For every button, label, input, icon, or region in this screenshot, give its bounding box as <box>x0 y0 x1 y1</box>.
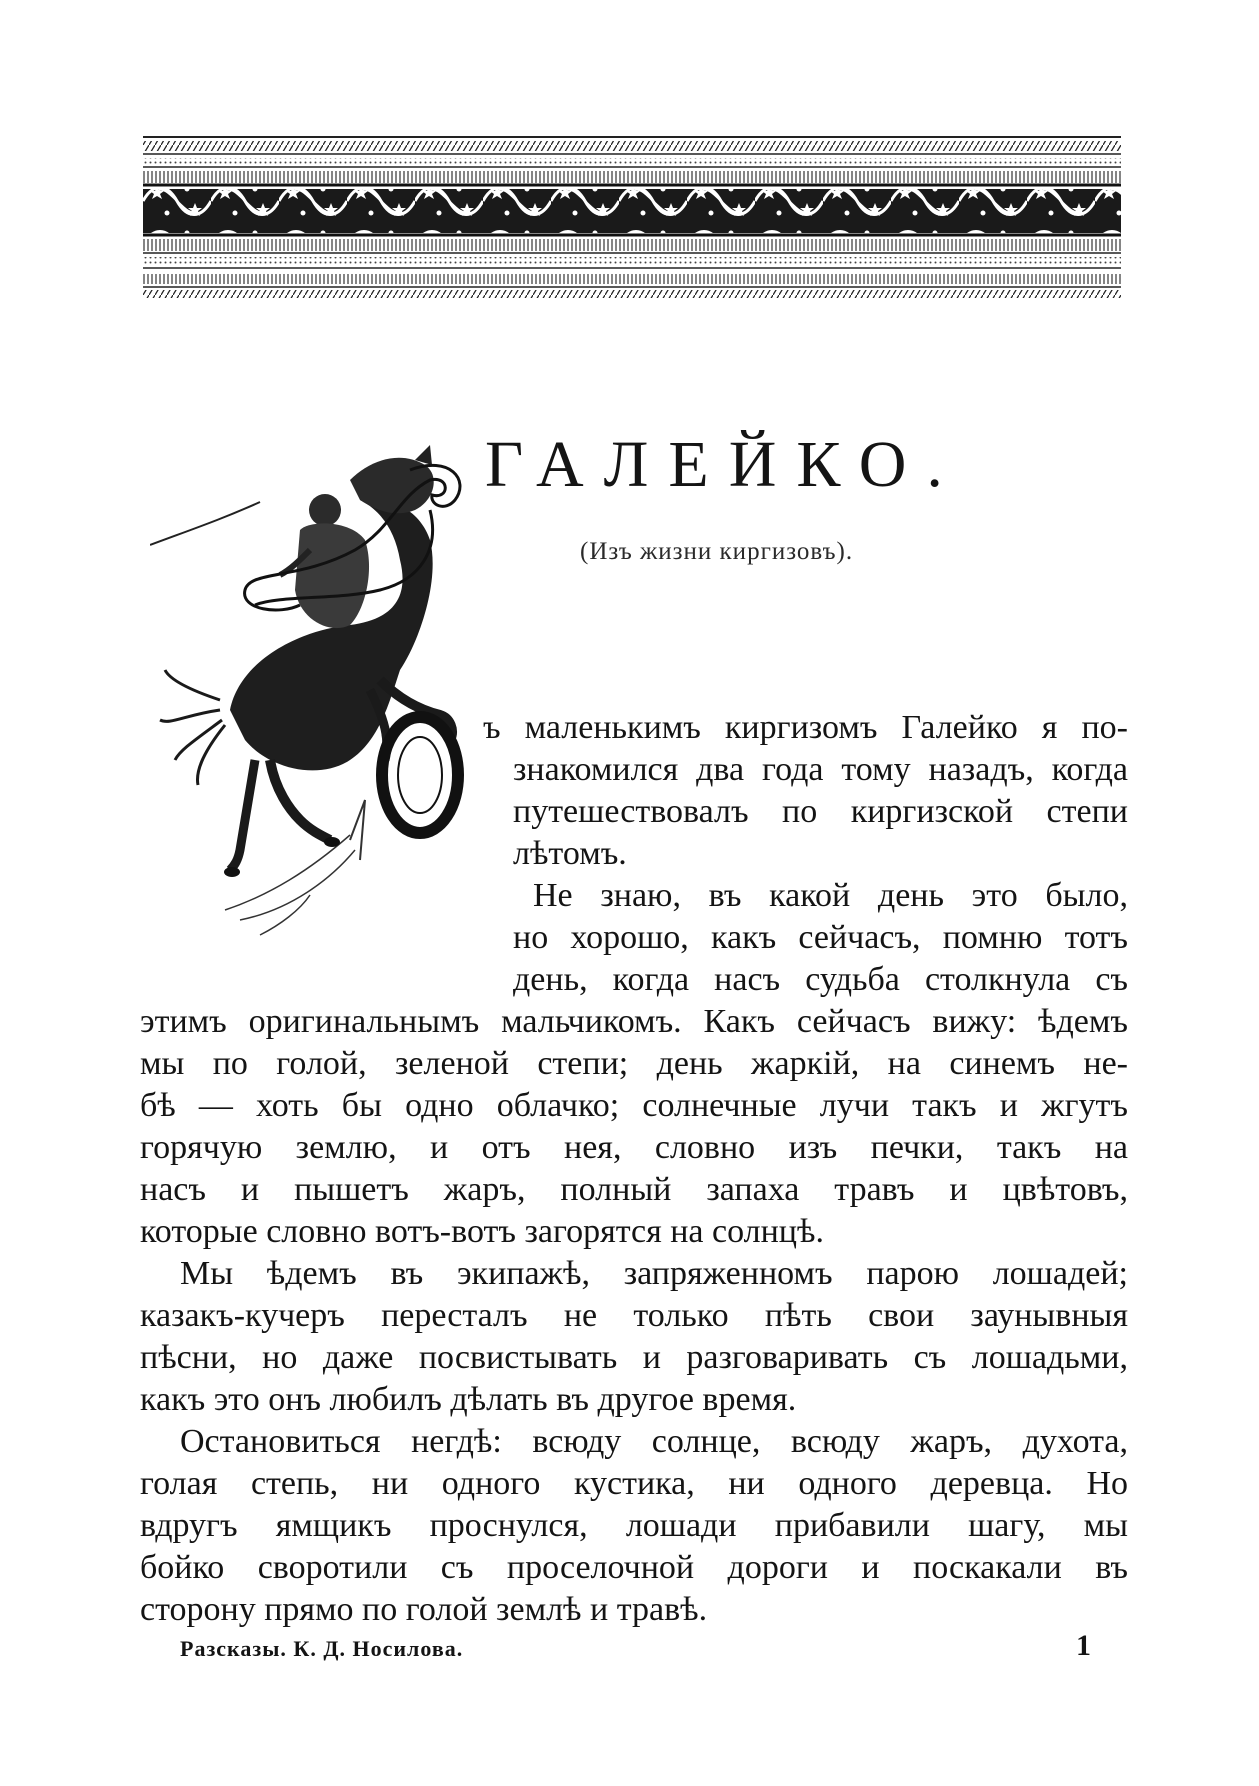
paragraph-1-cont <box>513 749 1128 875</box>
page-number: 1 <box>1076 1629 1091 1662</box>
subtitle: (Изъ жизни киргизовъ). <box>580 538 854 565</box>
text-line: Мы ѣдемъ въ экипажѣ, запряженномъ парою лошадей; <box>180 1255 1128 1292</box>
ornamental-header-band <box>143 135 1121 299</box>
text-line: горячую землю, и отъ нея, словно изъ печки, такъ на <box>140 1129 1128 1166</box>
text-line: но хорошо, какъ сейчасъ, помню тотъ <box>513 919 1128 956</box>
text-line: насъ и пышетъ жаръ, полный запаха травъ и цвѣтовъ, <box>140 1171 1128 1208</box>
text-line: вдругъ ямщикъ проснулся, лошади прибавили шагу, мы <box>140 1507 1128 1544</box>
text-line: лѣтомъ. <box>513 835 627 872</box>
text-line: какъ это онъ любилъ дѣлать въ другое время. <box>140 1381 797 1418</box>
running-title: Разсказы. К. Д. Носилова. <box>180 1636 464 1661</box>
text-line: мы по голой, зеленой степи; день жаркій, на синемъ не- <box>140 1045 1128 1082</box>
paragraph-3-first-line <box>180 1253 1128 1295</box>
text-line: бойко своротили съ проселочной дороги и поскакали въ <box>140 1549 1128 1586</box>
text-line: знакомился два года тому назадъ, когда <box>513 751 1128 788</box>
text-line: которые словно вотъ-вотъ загорятся на солнцѣ. <box>140 1213 824 1250</box>
text-line: этимъ оригинальнымъ мальчикомъ. Какъ сейчасъ вижу: ѣдемъ <box>140 1003 1128 1040</box>
text-line: день, когда насъ судьба столкнула съ <box>513 961 1128 998</box>
text-line: пѣсни, но даже посвистывать и разговаривать съ лошадьми, <box>140 1339 1128 1376</box>
horse-rider-initial-s-icon <box>150 440 510 970</box>
text-line: Не знаю, въ какой день это было, <box>533 877 1128 914</box>
text-line: голая степь, ни одного кустика, ни одного деревца. Но <box>140 1465 1128 1502</box>
text-line: казакъ-кучеръ пересталъ не только пѣть свои заунывныя <box>140 1297 1128 1334</box>
text-line: Остановиться негдѣ: всюду солнце, всюду жаръ, духота, <box>180 1423 1128 1460</box>
paragraph-4-first-line <box>180 1421 1128 1463</box>
paragraph-4 <box>140 1463 1128 1631</box>
paragraph-2-full <box>140 1001 1128 1253</box>
text-line: бѣ — хоть бы одно облачко; солнечные лучи такъ и жгутъ <box>140 1087 1128 1124</box>
paragraph-2-first-line <box>533 875 1128 917</box>
paragraph-2-indented <box>513 917 1128 1001</box>
paragraph-1 <box>483 707 1128 749</box>
text-line: ъ маленькимъ киргизомъ Галейко я по- <box>483 709 1128 746</box>
text-line: сторону прямо по голой землѣ и травѣ. <box>140 1591 708 1628</box>
paragraph-3 <box>140 1295 1128 1421</box>
text-line: путешествовалъ по киргизской степи <box>513 793 1128 830</box>
page-title: ГАЛЕЙКО. <box>485 428 963 501</box>
